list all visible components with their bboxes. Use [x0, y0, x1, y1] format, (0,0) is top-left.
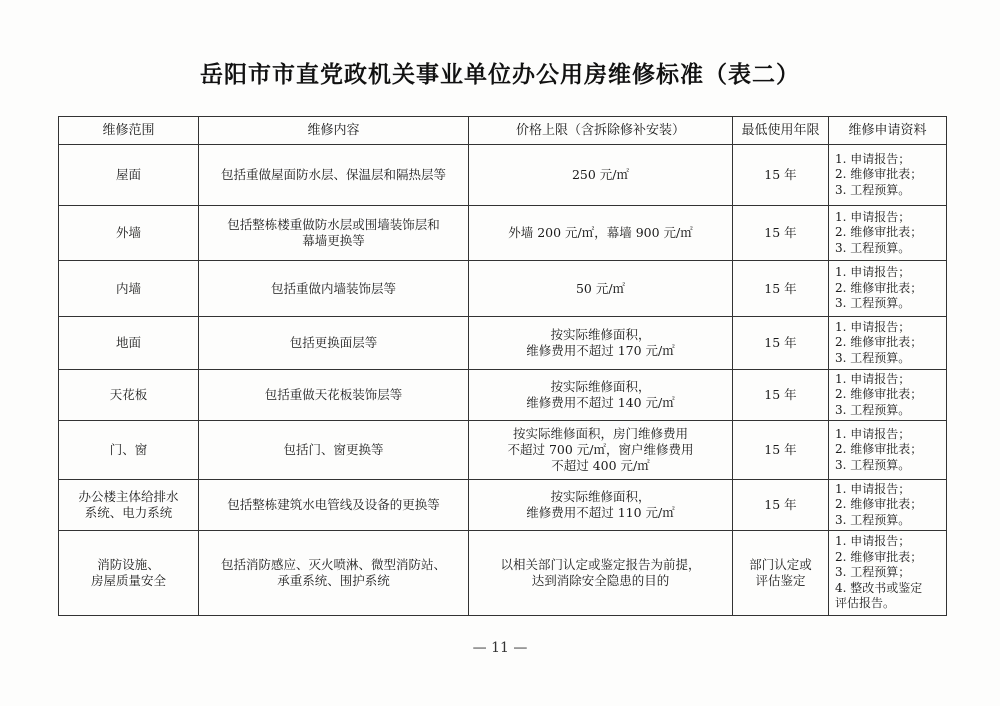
cell-content — [199, 206, 469, 261]
cell-docs-line: 1. 申请报告； — [835, 151, 911, 166]
cell-docs-line: 2. 维修审批表； — [835, 549, 923, 564]
cell-price — [469, 531, 733, 616]
cell-docs-line: 3. 工程预算。 — [835, 296, 911, 311]
cell-price — [469, 370, 733, 421]
cell-price-line: 按实际维修面积， — [550, 489, 651, 504]
cell-years-line: 15 年 — [764, 387, 797, 402]
cell-price — [469, 421, 733, 480]
cell-price-line: 维修费用不超过 110 元/㎡ — [526, 505, 675, 520]
cell-docs-line: 3. 工程预算。 — [835, 512, 911, 527]
cell-docs-line: 4. 整改书或鉴定 — [835, 580, 923, 595]
cell-content-line: 包括重做屋面防水层、保温层和隔热层等 — [220, 167, 446, 182]
cell-content-line: 幕墙更换等 — [302, 233, 365, 248]
cell-scope — [59, 145, 199, 206]
cell-docs-line: 1. 申请报告； — [835, 426, 911, 441]
cell-scope-line: 屋面 — [115, 167, 141, 182]
cell-content — [199, 421, 469, 480]
cell-scope-line: 系统、电力系统 — [84, 505, 173, 520]
cell-docs-line: 3. 工程预算； — [835, 565, 911, 580]
cell-years-line: 评估鉴定 — [755, 573, 806, 588]
header-years: 最低使用年限 — [733, 117, 829, 145]
cell-scope — [59, 370, 199, 421]
cell-docs-line: 2. 维修审批表； — [835, 225, 923, 240]
cell-scope-line: 消防设施、 — [97, 557, 160, 572]
table-row — [59, 206, 947, 261]
cell-docs-line: 3. 工程预算。 — [835, 182, 911, 197]
cell-docs — [829, 480, 947, 531]
cell-content — [199, 480, 469, 531]
cell-scope-line: 门、窗 — [109, 442, 148, 457]
cell-content-line: 包括消防感应、灭火喷淋、微型消防站、 — [220, 557, 446, 572]
cell-scope-line: 房屋质量安全 — [90, 573, 166, 588]
cell-docs-line: 1. 申请报告； — [835, 265, 911, 280]
cell-price-line: 外墙 200 元/㎡，幕墙 900 元/㎡ — [508, 225, 693, 240]
cell-price — [469, 480, 733, 531]
header-content: 维修内容 — [199, 117, 469, 145]
cell-scope-line: 天花板 — [109, 387, 148, 402]
cell-docs-line: 3. 工程预算。 — [835, 350, 911, 365]
cell-content-line: 包括整栋建筑水电管线及设备的更换等 — [227, 497, 440, 512]
cell-docs-line: 2. 维修审批表； — [835, 280, 923, 295]
cell-scope-line: 内墙 — [115, 280, 141, 296]
cell-years-line: 15 年 — [764, 335, 797, 350]
cell-years-line: 15 年 — [764, 225, 797, 240]
cell-docs-line: 1. 申请报告； — [835, 534, 911, 549]
cell-years — [733, 480, 829, 531]
cell-price-line: 维修费用不超过 170 元/㎡ — [526, 343, 675, 358]
cell-years — [733, 261, 829, 317]
cell-docs — [829, 370, 947, 421]
cell-years-line: 部门认定或 — [749, 557, 812, 572]
cell-docs — [829, 145, 947, 206]
table-body — [59, 145, 947, 616]
cell-content-line: 承重系统、围护系统 — [277, 573, 390, 588]
cell-price-line: 以相关部门认定或鉴定报告为前提， — [500, 557, 701, 572]
cell-docs — [829, 206, 947, 261]
cell-content-line: 包括门、窗更换等 — [283, 442, 384, 457]
cell-years-line: 15 年 — [764, 442, 797, 457]
cell-years-line: 15 年 — [764, 280, 797, 296]
page-title: 岳阳市市直党政机关事业单位办公用房维修标准（表二） — [200, 62, 800, 88]
cell-docs — [829, 317, 947, 370]
maintenance-standard-table — [58, 116, 947, 616]
cell-scope-line: 办公楼主体给排水 — [78, 489, 179, 504]
cell-years-line: 15 年 — [764, 497, 797, 512]
cell-years — [733, 206, 829, 261]
cell-price — [469, 206, 733, 261]
cell-price — [469, 261, 733, 317]
cell-scope — [59, 421, 199, 480]
page-number: — 11 — — [472, 640, 528, 656]
cell-content — [199, 531, 469, 616]
table-row — [59, 261, 947, 317]
cell-scope — [59, 261, 199, 317]
cell-scope — [59, 531, 199, 616]
cell-docs-line: 2. 维修审批表； — [835, 167, 923, 182]
cell-years — [733, 370, 829, 421]
cell-docs-line: 2. 维修审批表； — [835, 442, 923, 457]
cell-scope-line: 外墙 — [115, 225, 141, 240]
cell-price-line: 250 元/㎡ — [571, 167, 630, 182]
cell-content-line: 包括更换面层等 — [289, 335, 378, 350]
cell-years — [733, 531, 829, 616]
table-row — [59, 480, 947, 531]
cell-years — [733, 317, 829, 370]
cell-content-line: 包括整栋楼重做防水层或围墙装饰层和 — [227, 217, 440, 232]
cell-price-line: 按实际维修面积， — [550, 327, 651, 342]
cell-price-line: 按实际维修面积，房门维修费用 — [512, 426, 688, 441]
cell-docs-line: 1. 申请报告； — [835, 209, 911, 224]
header-scope: 维修范围 — [59, 117, 199, 145]
cell-docs-line: 3. 工程预算。 — [835, 402, 911, 417]
table-header-row — [59, 117, 947, 145]
table-row — [59, 370, 947, 421]
cell-content-line: 包括重做内墙装饰层等 — [270, 280, 396, 296]
cell-years-line: 15 年 — [764, 167, 797, 182]
cell-docs — [829, 421, 947, 480]
cell-content-line: 包括重做天花板装饰层等 — [264, 387, 403, 402]
cell-scope — [59, 480, 199, 531]
cell-docs — [829, 261, 947, 317]
header-price: 价格上限（含拆除修补安装） — [469, 117, 733, 145]
cell-docs-line: 3. 工程预算。 — [835, 240, 911, 255]
cell-content — [199, 261, 469, 317]
header-docs: 维修申请资料 — [829, 117, 947, 145]
table-row — [59, 421, 947, 480]
cell-docs-line: 3. 工程预算。 — [835, 457, 911, 472]
cell-docs-line: 2. 维修审批表； — [835, 335, 923, 350]
cell-docs-line: 2. 维修审批表； — [835, 497, 923, 512]
cell-content — [199, 145, 469, 206]
cell-price — [469, 145, 733, 206]
table-row — [59, 317, 947, 370]
cell-docs-line: 2. 维修审批表； — [835, 387, 923, 402]
cell-scope — [59, 317, 199, 370]
cell-content — [199, 317, 469, 370]
table-row — [59, 145, 947, 206]
cell-years — [733, 421, 829, 480]
cell-price-line: 维修费用不超过 140 元/㎡ — [526, 395, 675, 410]
cell-scope — [59, 206, 199, 261]
cell-docs-line: 1. 申请报告； — [835, 319, 911, 334]
cell-docs-line: 1. 申请报告； — [835, 371, 911, 386]
cell-price-line: 50 元/㎡ — [575, 280, 626, 296]
cell-docs — [829, 531, 947, 616]
cell-years — [733, 145, 829, 206]
cell-scope-line: 地面 — [115, 335, 141, 350]
cell-docs-line: 评估报告。 — [835, 596, 896, 611]
cell-price-line: 不超过 400 元/㎡ — [551, 458, 650, 473]
cell-price — [469, 317, 733, 370]
cell-price-line: 按实际维修面积， — [550, 379, 651, 394]
table-row — [59, 531, 947, 616]
cell-content — [199, 370, 469, 421]
cell-price-line: 达到消除安全隐患的目的 — [531, 573, 670, 588]
cell-price-line: 不超过 700 元/㎡，窗户维修费用 — [507, 442, 694, 457]
cell-docs-line: 1. 申请报告； — [835, 481, 911, 496]
